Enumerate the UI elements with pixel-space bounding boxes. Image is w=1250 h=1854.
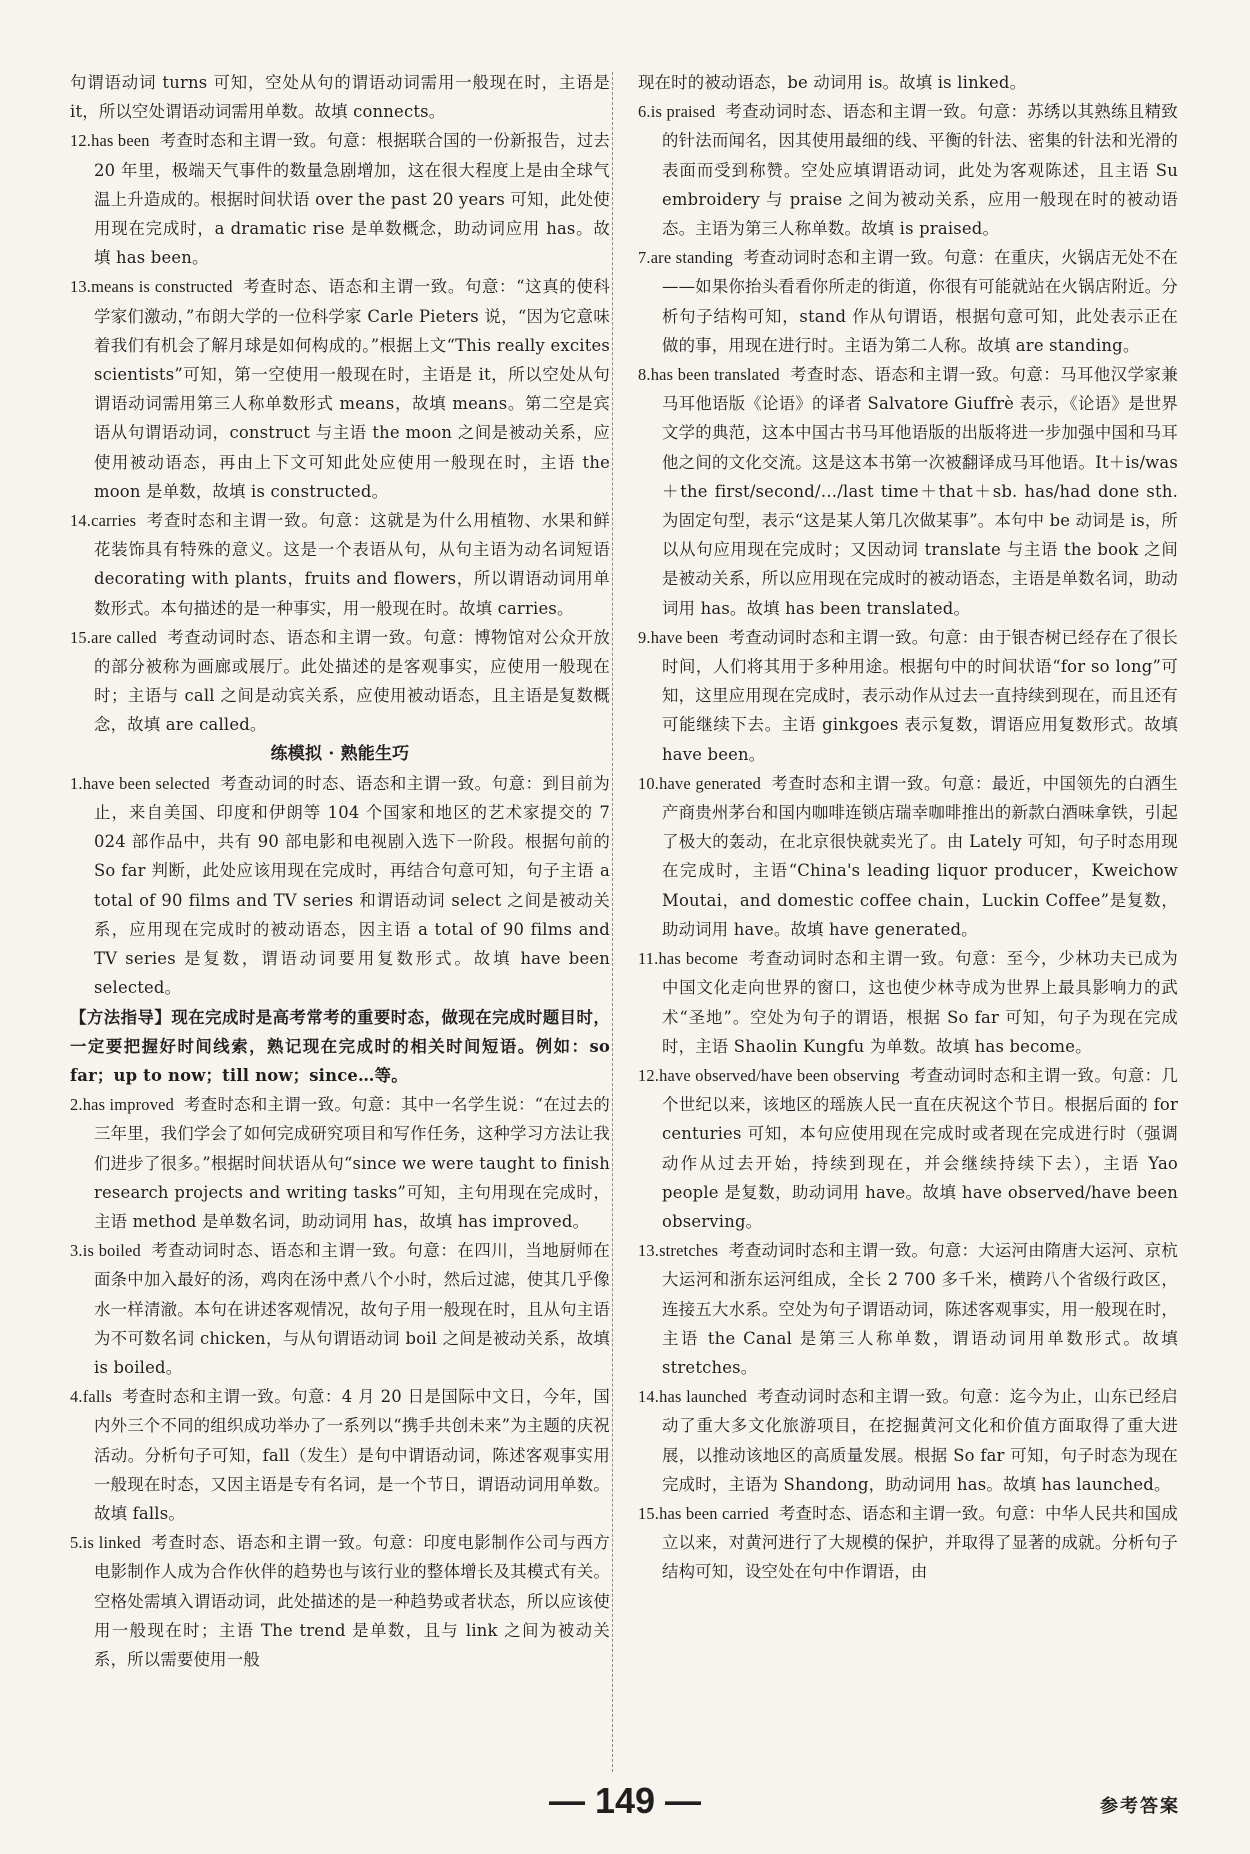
left-column xyxy=(70,68,610,1674)
sim-entry-4: 4.falls 考查时态和主谓一致。句意：4 月 20 日是国际中文日，今年，国内外三个不同的组织成功举办了一系列以“携手共创未来”为主题的庆祝活动。分析句子可知，fall（发生）是句中谓语动词，陈述客观事实用一般现在时态，又因主语是专有名词，是一个节日，谓语动词用单数。故填 falls。 xyxy=(70,1387,610,1523)
right-column xyxy=(638,68,1178,1587)
sim-entry-11: 11.has become 考查动词时态和主谓一致。句意：至今，少林功夫已成为中国文化走向世界的窗口，这也使少林寺成为世界上最具影响力的武术“圣地”。空处为句子的谓语，根据 So far 可知，句子为现在完成时，主语 Shaolin Kungfu 为单数。故填 has become。 xyxy=(638,949,1178,1056)
sim-entry-1: 1.have been selected 考查动词的时态、语态和主谓一致。句意：到目前为止，来自美国、印度和伊朗等 104 个国家和地区的艺术家提交的 7 024 部作品中，共有 90 部电影和电视剧入选下一阶段。根据句前的 So far 判断，此处应该用现在完成时，再结合句意可知，句子主语 a total of 90 films and TV series 和谓语动词 select 之间是被动关系，应用现在完成时的被动语态，因主语 a total of 90 films and TV series 是复数，谓语动词要用复数形式。故填 have been selected。 xyxy=(70,773,610,998)
sim-entry-7: 7.are standing 考查动词时态和主谓一致。句意：在重庆，火锅店无处不在——如果你抬头看看你所走的街道，你很有可能就站在火锅店附近。分析句子结构可知，stand 作从句谓语，根据句意可知，此处表示正在做的事，用现在进行时。主语为第二人称。故填 are standing。 xyxy=(638,248,1178,355)
sim-entry-9: 9.have been 考查动词时态和主谓一致。句意：由于银杏树已经存在了很长时间，人们将其用于多种用途。根据句中的时间状语“for so long”可知，这里应用现在完成时，表示动作从过去一直持续到现在，而且还有可能继续下去。主语 ginkgoes 表示复数，谓语应用复数形式。故填 have been。 xyxy=(638,627,1178,764)
sim-entry-6: 6.is praised 考查动词时态、语态和主谓一致。句意：苏绣以其熟练且精致的针法而闻名，因其使用最细的线、平衡的针法、密集的针法和光滑的表面而受到称赞。空处应填谓语动词，此处为客观陈述，且主语 Su embroidery 与 praise 之间为被动关系，应用一般现在时的被动语态。主语为第三人称单数。故填 is praised。 xyxy=(638,102,1178,239)
sim-entry-5: 5.is linked 考查时态、语态和主谓一致。句意：印度电影制作公司与西方电影制作人成为合作伙伴的趋势也与该行业的整体增长及其模式有关。空格处需填入谓语动词，此处描述的是一种趋势或者状态，所以应该使用一般现在时；主语 The trend 是单数，且与 link 之间为被动关系，所以需要使用一般 xyxy=(70,1533,610,1669)
sim-entry-14: 14.has launched 考查动词时态和主谓一致。句意：迄今为止，山东已经启动了重大多文化旅游项目，在挖掘黄河文化和价值方面取得了重大进展，以推动该地区的高质量发展。根据 So far 可知，句子时态为现在完成时，主语为 Shandong，助动词用 has。故填 has launched。 xyxy=(638,1387,1178,1494)
sim-entry-15: 15.has been carried 考查时态、语态和主谓一致。句意：中华人民共和国成立以来，对黄河进行了大规模的保护，并取得了显著的成就。分析句子结构可知，设空处在句中作谓语，由 xyxy=(638,1503,1178,1582)
sim-entry-10: 10.have generated 考查时态和主谓一致。句意：最近，中国领先的白酒生产商贵州茅台和国内咖啡连锁店瑞幸咖啡推出的新款白酒味拿铁，引起了极大的轰动，在北京很快就卖光了。由 Lately 可知，句子时态用现在完成时，主语“China's leading liquor producer，Kweichow Moutai，and domestic coffee chain，Luckin Coffee”是复数，助动词用 have。故填 have generated。 xyxy=(638,773,1178,939)
page-number: — 149 — xyxy=(548,1780,702,1821)
column-divider xyxy=(612,72,613,1772)
sim-entry-5-continued: 现在时的被动语态，be 动词用 is。故填 is linked。 xyxy=(638,73,1027,92)
footer-label: 参考答案 xyxy=(1100,1796,1180,1817)
section-title: 练模拟 · 熟能生巧 xyxy=(270,743,410,764)
sim-entry-13: 13.stretches 考查动词时态和主谓一致。句意：大运河由隋唐大运河、京杭大运河和浙东运河组成，全长 2 700 多千米，横跨八个省级行政区，连接五大水系。空处为句子谓语动词，陈述客观事实，用一般现在时，主语 the Canal 是第三人称单数，谓语动词用单数形式。故填 stretches。 xyxy=(638,1241,1178,1377)
sim-entry-3: 3.is boiled 考查动词时态、语态和主谓一致。句意：在四川，当地厨师在面条中加入最好的汤，鸡肉在汤中煮八个小时，然后过滤，使其几乎像水一样清澈。本句在讲述客观情况，故句子用一般现在时，且从句主语为不可数名词 chicken，与从句谓语动词 boil 之间是被动关系，故填 is boiled。 xyxy=(70,1241,610,1377)
method-tip: 【方法指导】现在完成时是高考常考的重要时态，做现在完成时题目时，一定要把握好时间线索，熟记现在完成时的相关时间短语。例如：so far；up to now；till now；since…等。 xyxy=(70,1007,611,1085)
entry-14: 14.carries 考查时态和主谓一致。句意：这就是为什么用植物、水果和鲜花装饰具有特殊的意义。这是一个表语从句，从句主语为动名词短语 decorating with plants，fruits and flowers，所以谓语动词用单数形式。本句描述的是一种事实，用一般现在时。故填 carries。 xyxy=(70,511,610,618)
entry-11-continued: 句谓语动词 turns 可知，空处从句的谓语动词需用一般现在时，主语是 it，所以空处谓语动词需用单数。故填 connects。 xyxy=(70,73,610,122)
entry-15: 15.are called 考查动词时态、语态和主谓一致。句意：博物馆对公众开放的部分被称为画廊或展厅。此处描述的是客观事实，应使用一般现在时；主语与 call 之间是动宾关系，应使用被动语态，且主语是复数概念，故填 are called。 xyxy=(70,627,611,735)
sim-entry-8: 8.has been translated 考查时态、语态和主谓一致。句意：马耳他汉学家兼马耳他语版《论语》的译者 Salvatore Giuffrè 表示，《论语》是世界文学的典范，这本中国古书马耳他语版的出版将进一步加强中国和马耳他之间的文化交流。这是这本书第一次被翻译成马耳他语。It＋is/was＋the first/second/…/last time＋that＋sb. has/had done sth. 为固定句型，表示“这是某人第几次做某事”。本句中 be 动词是 is，所以从句应用现在完成时；又因动词 translate 与主语 the book 之间是被动关系，所以应用现在完成时的被动语态，主语是单数名词，助动词用 has。故填 has been translated。 xyxy=(638,365,1178,618)
sim-entry-2: 2.has improved 考查时态和主谓一致。句意：其中一名学生说：“在过去的三年里，我们学会了如何完成研究项目和写作任务，这种学习方法让我们进步了很多。”根据时间状语从句“since we were taught to finish research projects and writing tasks”可知，主句用现在完成时，主语 method 是单数名词，助动词用 has，故填 has improved。 xyxy=(70,1095,611,1231)
entry-12: 12.has been 考查时态和主谓一致。句意：根据联合国的一份新报告，过去 20 年里，极端天气事件的数量急剧增加，这在很大程度上是由全球气温上升造成的。根据时间状语 over the past 20 years 可知，此处使用现在完成时，a dramatic rise 是单数概念，助动词应用 has。故填 has been。 xyxy=(70,131,610,268)
sim-entry-12: 12.have observed/have been observing 考查动词时态和主谓一致。句意：几个世纪以来，该地区的瑶族人民一直在庆祝这个节日。根据后面的 for centuries 可知，本句应使用现在完成时或者现在完成进行时（强调动作从过去开始，持续到现在，并会继续持续下去），主语 Yao people 是复数，助动词用 have。故填 have observed/have been observing。 xyxy=(638,1065,1178,1231)
entry-13: 13.means is constructed 考查时态、语态和主谓一致。句意：“这真的使科学家们激动，”布朗大学的一位科学家 Carle Pieters 说，“因为它意味着我们有机会了解月球是如何构成的。”根据上文“This really excites scientists”可知，第一空使用一般现在时，主语是 it，所以空处从句谓语动词需用第三人称单数形式 means，故填 means。第二空是宾语从句谓语动词，construct 与主语 the moon 之间是被动关系，应使用被动语态，再由上下文可知此处应使用一般现在时，主语 the moon 是单数，故填 is constructed。 xyxy=(70,277,610,501)
